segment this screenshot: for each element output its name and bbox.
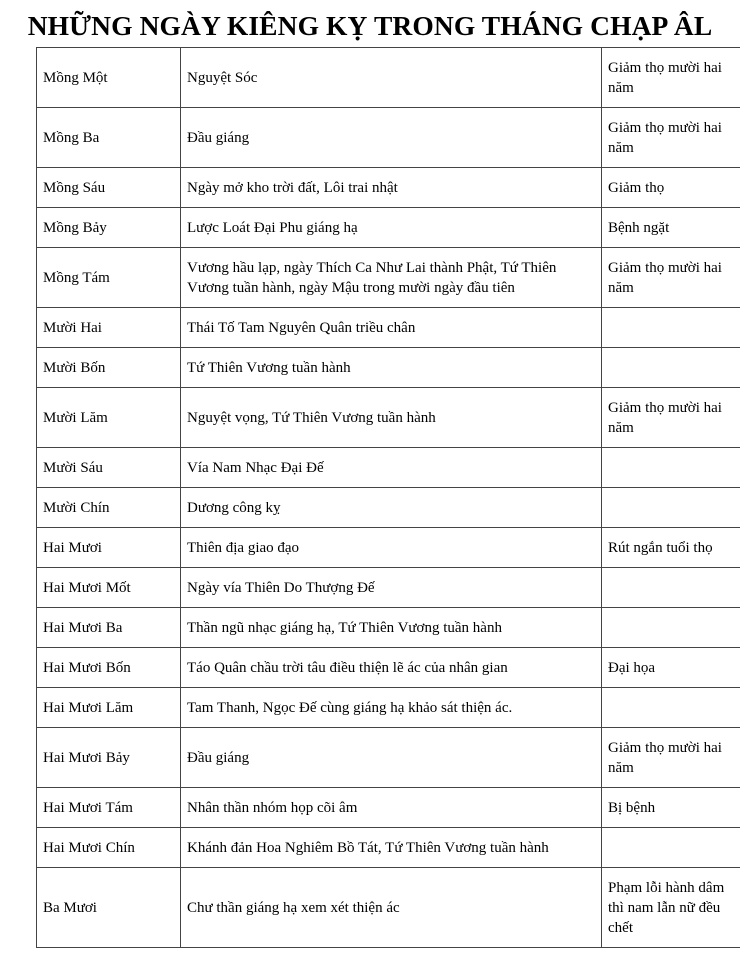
day-cell: Mười Sáu [37,448,181,488]
event-cell: Khánh đản Hoa Nghiêm Bồ Tát, Tứ Thiên Vương tuần hành [181,828,602,868]
effect-cell [602,828,740,868]
page-title: NHỮNG NGÀY KIÊNG KỴ TRONG THÁNG CHẠP ÂL [27,10,713,41]
day-cell: Hai Mươi Bảy [37,728,181,788]
table-row [37,388,740,448]
event-cell: Đầu giáng [181,728,602,788]
table-row [37,728,740,788]
event-cell: Chư thần giáng hạ xem xét thiện ác [181,868,602,948]
table-row [37,348,740,388]
table-row [37,108,740,168]
day-cell: Hai Mươi Bốn [37,648,181,688]
effect-cell: Giảm thọ mười hai năm [602,108,740,168]
day-cell: Hai Mươi Mốt [37,568,181,608]
table-row [37,868,740,948]
event-cell: Đầu giáng [181,108,602,168]
day-cell: Mồng Tám [37,248,181,308]
event-cell: Táo Quân chầu trời tâu điều thiện lẽ ác của nhân gian [181,648,602,688]
table-row [37,448,740,488]
effect-cell [602,608,740,648]
table-row [37,648,740,688]
table-row [37,788,740,828]
table-row [37,568,740,608]
event-cell: Thái Tố Tam Nguyên Quân triều chân [181,308,602,348]
effect-cell: Phạm lỗi hành dâm thì nam lẫn nữ đều chết [602,868,740,948]
effect-cell: Giảm thọ [602,168,740,208]
day-cell: Ba Mươi [37,868,181,948]
effect-cell: Giảm thọ mười hai năm [602,388,740,448]
effect-cell [602,688,740,728]
day-cell: Hai Mươi Lăm [37,688,181,728]
table-row [37,308,740,348]
event-cell: Vía Nam Nhạc Đại Đế [181,448,602,488]
day-cell: Hai Mươi Chín [37,828,181,868]
day-cell: Mồng Bảy [37,208,181,248]
event-cell: Dương công kỵ [181,488,602,528]
day-cell: Mồng Sáu [37,168,181,208]
day-cell: Mười Lăm [37,388,181,448]
effect-cell: Bệnh ngặt [602,208,740,248]
day-cell: Hai Mươi Tám [37,788,181,828]
table-row [37,528,740,568]
table-row [37,688,740,728]
day-cell: Mồng Một [37,48,181,108]
effect-cell: Giảm thọ mười hai năm [602,248,740,308]
effect-cell: Bị bệnh [602,788,740,828]
table-row [37,208,740,248]
table-row [37,168,740,208]
day-cell: Mười Chín [37,488,181,528]
event-cell: Nhân thần nhóm họp cõi âm [181,788,602,828]
day-cell: Hai Mươi Ba [37,608,181,648]
day-cell: Hai Mươi [37,528,181,568]
effect-cell [602,348,740,388]
event-cell: Tam Thanh, Ngọc Đế cùng giáng hạ khảo sát thiện ác. [181,688,602,728]
effect-cell: Giảm thọ mười hai năm [602,48,740,108]
event-cell: Tứ Thiên Vương tuần hành [181,348,602,388]
day-cell: Mồng Ba [37,108,181,168]
event-cell: Vương hầu lạp, ngày Thích Ca Như Lai thành Phật, Tứ Thiên Vương tuần hành, ngày Mậu trong mười ngày đầu tiên [181,248,602,308]
table-row [37,488,740,528]
effect-cell: Đại họa [602,648,740,688]
day-cell: Mười Bốn [37,348,181,388]
event-cell: Ngày vía Thiên Do Thượng Đế [181,568,602,608]
effect-cell: Rút ngắn tuổi thọ [602,528,740,568]
effect-cell [602,308,740,348]
event-cell: Lược Loát Đại Phu giáng hạ [181,208,602,248]
effect-cell [602,488,740,528]
table-row [37,48,740,108]
table-row [37,248,740,308]
taboo-days-table [36,47,740,948]
event-cell: Nguyệt Sóc [181,48,602,108]
event-cell: Thần ngũ nhạc giáng hạ, Tứ Thiên Vương tuần hành [181,608,602,648]
day-cell: Mười Hai [37,308,181,348]
event-cell: Nguyệt vọng, Tứ Thiên Vương tuần hành [181,388,602,448]
table-row [37,608,740,648]
event-cell: Thiên địa giao đạo [181,528,602,568]
effect-cell [602,568,740,608]
table-row [37,828,740,868]
effect-cell [602,448,740,488]
event-cell: Ngày mở kho trời đất, Lôi trai nhật [181,168,602,208]
effect-cell: Giảm thọ mười hai năm [602,728,740,788]
